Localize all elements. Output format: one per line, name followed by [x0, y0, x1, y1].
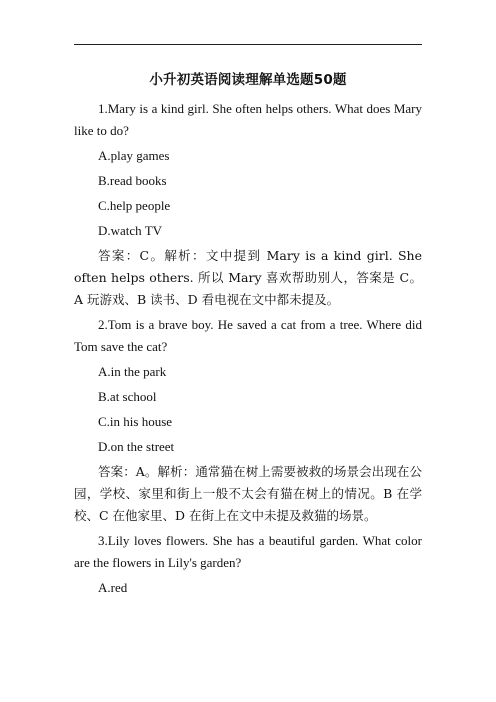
question-3	[74, 530, 422, 599]
option-c: C.in his house	[98, 414, 173, 429]
question-1	[74, 98, 422, 311]
question-stem: 1.Mary is a kind girl. She often helps others. What does Mary like to do?	[74, 101, 422, 138]
option-d: D.on the street	[98, 439, 175, 454]
option-a: A.in the park	[98, 364, 167, 379]
option-b: B.at school	[98, 389, 157, 404]
option-a: A.red	[98, 580, 128, 595]
answer-explanation: 答案：A。解析：通常猫在树上需要被救的场景会出现在公园，学校、家里和街上一般不太会有猫在树上的情况。B 在学校、C 在他家里、D 在街上在文中未提及救猫的场景。	[74, 464, 422, 523]
document-body	[74, 98, 422, 602]
answer-explanation: 答案：C。解析：文中提到 Mary is a kind girl. She often helps others. 所以 Mary 喜欢帮助别人，答案是 C。A 玩游戏、B 读书、D 看电视在文中都未提及。	[74, 248, 422, 307]
question-2	[74, 314, 422, 527]
option-b: B.read books	[98, 173, 167, 188]
option-c: C.help people	[98, 198, 171, 213]
document-title: 小升初英语阅读理解单选题50题	[149, 72, 347, 88]
question-stem: 2.Tom is a brave boy. He saved a cat from a tree. Where did Tom save the cat?	[74, 317, 422, 354]
option-a: A.play games	[98, 148, 170, 163]
option-d: D.watch TV	[98, 223, 163, 238]
question-stem: 3.Lily loves flowers. She has a beautiful garden. What color are the flowers in Lily's garden?	[74, 533, 422, 570]
header-rule	[74, 44, 422, 45]
